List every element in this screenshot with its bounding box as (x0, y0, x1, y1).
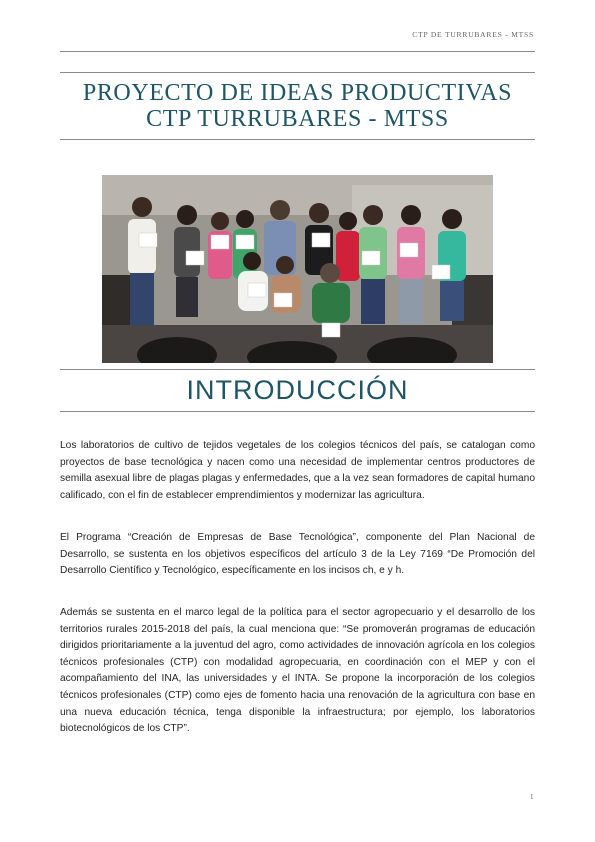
title-line-2: CTP TURRUBARES - MTSS (146, 106, 449, 132)
group-photo (102, 175, 493, 363)
document-title (60, 80, 535, 132)
title-rule-top (60, 72, 535, 73)
heading-rule-bottom (60, 411, 535, 412)
paragraph-1: Los laboratorios de cultivo de tejidos vegetales de los colegios técnicos del país, se catalogan como proyectos de base tecnológica y nacen como una necesidad de implementar centros productores de semilla asexual libre de plagas plagas y enfermedades, que a la vez sean formadores de capital humano calificado, con el fin de establecer emprendimientos y modernizar las agricultura. (60, 440, 535, 501)
page-number: 1 (530, 793, 534, 801)
title-rule-bottom (60, 139, 535, 140)
title-line-1: PROYECTO DE IDEAS PRODUCTIVAS (82, 80, 513, 106)
group-photo-illustration (102, 175, 493, 363)
running-header: CTP DE TURRUBARES - MTSS (412, 30, 534, 39)
header-rule (60, 51, 535, 52)
heading-rule-top (60, 369, 535, 370)
paragraph-2: El Programa “Creación de Empresas de Base Tecnológica”, componente del Plan Nacional de Desarrollo, se sustenta en los objetivos específicos del artículo 3 de la Ley 7169 “De Promoción del Desarrollo Científico y Tecnológico, específicamente en los incisos ch, e y h. (60, 532, 535, 577)
section-heading: INTRODUCCIÓN (186, 375, 409, 405)
paragraph-3: Además se sustenta en el marco legal de la política para el sector agropecuario y el desarrollo de los territorios rurales 2015-2018 del país, la cual menciona que: “Se promoverán programas de educación dirigidos prioritariamente a la juventud del agro, como actividades de innovación agrícola en los colegios técnicos profesionales (CTP) con modalidad agropecuaria, en coordinación con el MEP y con el acompañamiento del INA, las universidades y el INTA. Se propone la incorporación de los colegios técnicos profesionales (CTP) como ejes de fomento hacia una renovación de la agricultura con base en una nueva educación técnica, tenga disponible la infraestructura; por ejemplo, los laboratorios biotecnológicos de los CTP”. (60, 607, 535, 735)
